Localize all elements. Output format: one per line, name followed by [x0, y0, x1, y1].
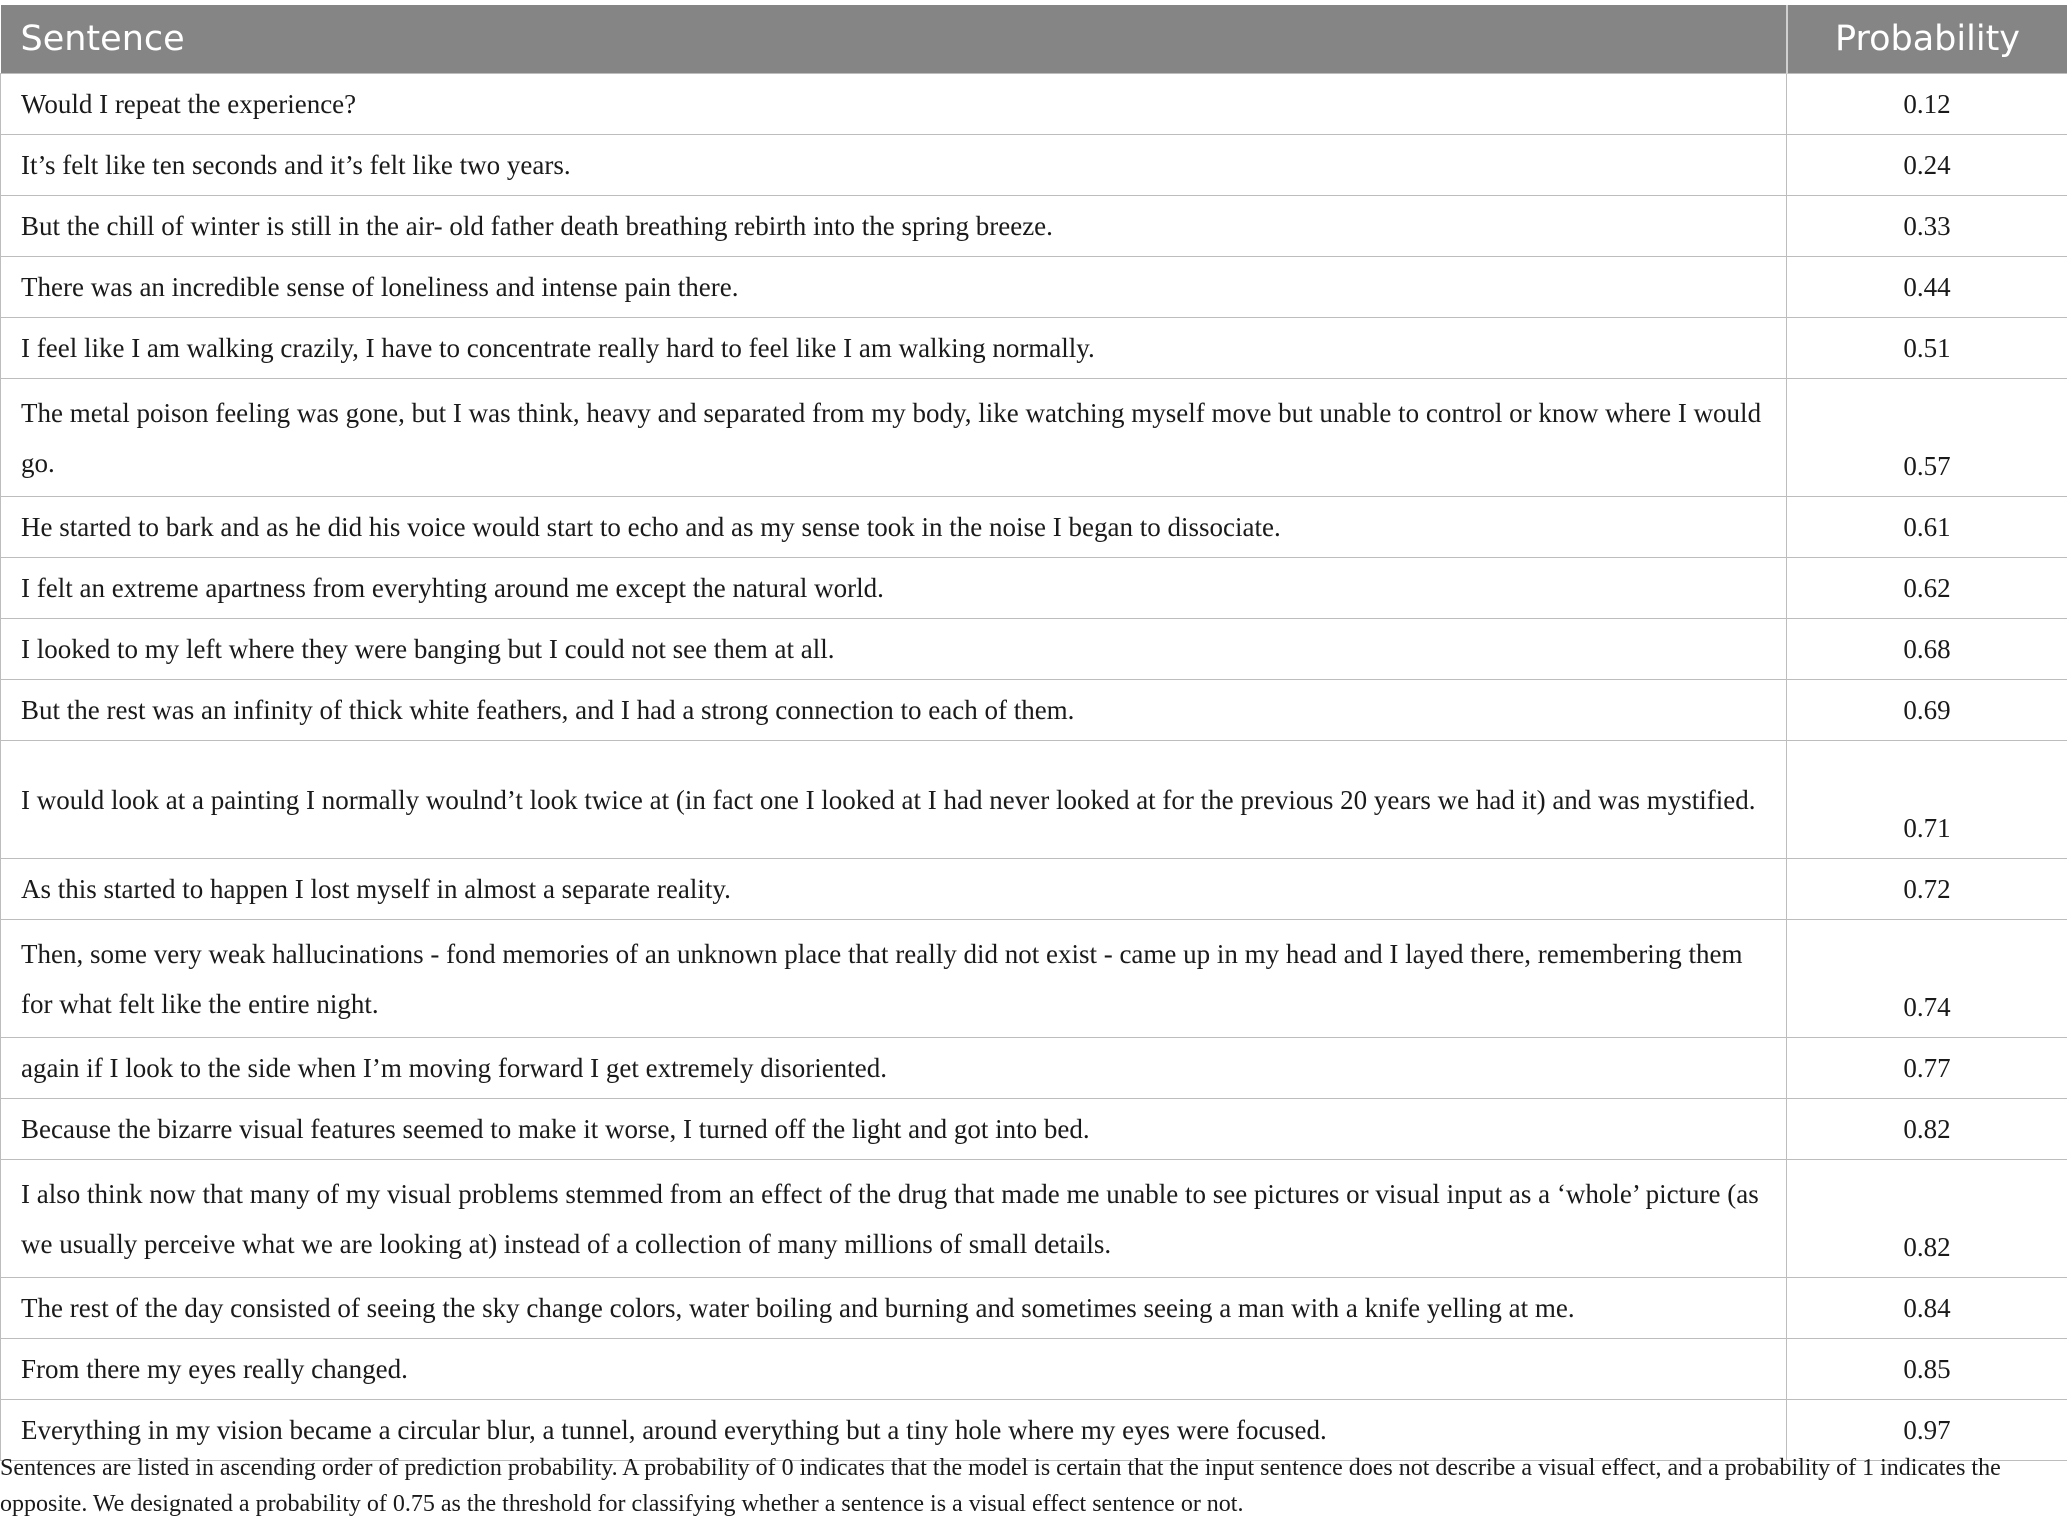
probability-cell: 0.51	[1787, 318, 2067, 379]
table-row	[1, 196, 2067, 257]
table-row	[1, 257, 2067, 318]
table-row	[1, 1339, 2067, 1400]
probability-cell: 0.71	[1787, 741, 2067, 859]
table-footnote: Sentences are listed in ascending order of prediction probability. A probability of 0 indicates that the model is certain that the input sentence does not describe a visual effect, and a probability of 1 indicates the opposite. We designated a probability of 0.75 as the threshold for classifying whether a sentence is a visual effect sentence or not.	[0, 1455, 2001, 1517]
sentence-cell: There was an incredible sense of loneliness and intense pain there.	[1, 257, 1787, 318]
sentence-cell: The rest of the day consisted of seeing the sky change colors, water boiling and burning and sometimes seeing a man with a knife yelling at me.	[1, 1278, 1787, 1339]
results-table-container	[0, 5, 2067, 1461]
sentence-cell: I feel like I am walking crazily, I have to concentrate really hard to feel like I am walking normally.	[1, 318, 1787, 379]
probability-cell: 0.77	[1787, 1038, 2067, 1099]
table-row	[1, 1038, 2067, 1099]
probability-cell: 0.84	[1787, 1278, 2067, 1339]
probability-cell: 0.24	[1787, 135, 2067, 196]
table-row	[1, 379, 2067, 497]
table-row	[1, 1160, 2067, 1278]
sentence-cell: Everything in my vision became a circular blur, a tunnel, around everything but a tiny hole where my eyes were focused.	[1, 1400, 1787, 1461]
sentence-cell: I would look at a painting I normally woulnd’t look twice at (in fact one I looked at I had never looked at for the previous 20 years we had it) and was mystified.	[1, 741, 1787, 859]
probability-cell: 0.85	[1787, 1339, 2067, 1400]
sentence-cell: Then, some very weak hallucinations - fond memories of an unknown place that really did not exist - came up in my head and I layed there, remembering them for what felt like the entire night.	[1, 920, 1787, 1038]
sentence-cell: again if I look to the side when I’m moving forward I get extremely disoriented.	[1, 1038, 1787, 1099]
table-row	[1, 135, 2067, 196]
table-row	[1, 859, 2067, 920]
table-row	[1, 619, 2067, 680]
table-row	[1, 920, 2067, 1038]
sentence-cell: The metal poison feeling was gone, but I was think, heavy and separated from my body, like watching myself move but unable to control or know where I would go.	[1, 379, 1787, 497]
sentence-cell: I also think now that many of my visual problems stemmed from an effect of the drug that made me unable to see pictures or visual input as a ‘whole’ picture (as we usually perceive what we are looking at) instead of a collection of many millions of small details.	[1, 1160, 1787, 1278]
sentence-cell: As this started to happen I lost myself in almost a separate reality.	[1, 859, 1787, 920]
probability-column-header: Probability	[1787, 5, 2067, 74]
probability-cell: 0.62	[1787, 558, 2067, 619]
sentence-probability-table	[0, 5, 2067, 1461]
sentence-cell: He started to bark and as he did his voice would start to echo and as my sense took in the noise I began to dissociate.	[1, 497, 1787, 558]
table-row	[1, 74, 2067, 135]
table-row	[1, 497, 2067, 558]
probability-cell: 0.82	[1787, 1160, 2067, 1278]
sentence-cell: It’s felt like ten seconds and it’s felt like two years.	[1, 135, 1787, 196]
sentence-cell: I felt an extreme apartness from everyhting around me except the natural world.	[1, 558, 1787, 619]
probability-cell: 0.68	[1787, 619, 2067, 680]
table-row	[1, 558, 2067, 619]
table-header-row	[1, 5, 2067, 74]
table-row	[1, 680, 2067, 741]
probability-cell: 0.12	[1787, 74, 2067, 135]
sentence-cell: Would I repeat the experience?	[1, 74, 1787, 135]
table-row	[1, 1278, 2067, 1339]
probability-cell: 0.44	[1787, 257, 2067, 318]
probability-cell: 0.57	[1787, 379, 2067, 497]
sentence-cell: I looked to my left where they were banging but I could not see them at all.	[1, 619, 1787, 680]
sentence-cell: Because the bizarre visual features seemed to make it worse, I turned off the light and got into bed.	[1, 1099, 1787, 1160]
sentence-cell: But the chill of winter is still in the air- old father death breathing rebirth into the spring breeze.	[1, 196, 1787, 257]
probability-cell: 0.61	[1787, 497, 2067, 558]
sentence-cell: From there my eyes really changed.	[1, 1339, 1787, 1400]
probability-cell: 0.74	[1787, 920, 2067, 1038]
probability-cell: 0.97	[1787, 1400, 2067, 1461]
probability-cell: 0.69	[1787, 680, 2067, 741]
probability-cell: 0.72	[1787, 859, 2067, 920]
table-row	[1, 741, 2067, 859]
probability-cell: 0.33	[1787, 196, 2067, 257]
table-row	[1, 318, 2067, 379]
table-row	[1, 1099, 2067, 1160]
sentence-cell: But the rest was an infinity of thick white feathers, and I had a strong connection to each of them.	[1, 680, 1787, 741]
probability-cell: 0.82	[1787, 1099, 2067, 1160]
sentence-column-header: Sentence	[1, 5, 1787, 74]
